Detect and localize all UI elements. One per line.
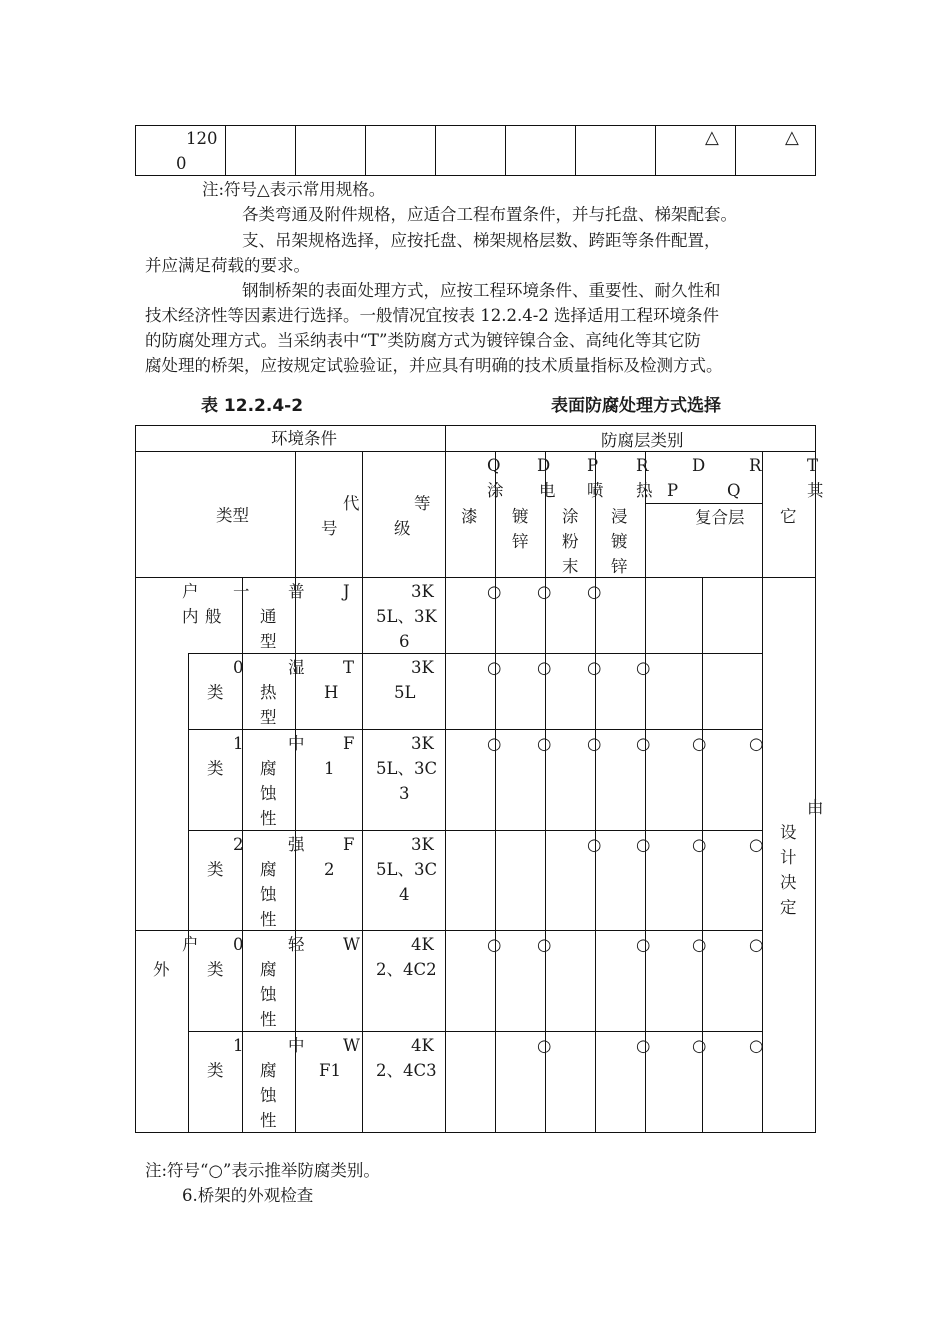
recommend-mark: ○ [636, 734, 651, 753]
row5-class-num: 0 [233, 935, 244, 954]
row5-grade: 4K [411, 935, 434, 954]
recommend-mark: ○ [692, 734, 707, 753]
row3-grade: 5L、3C [376, 759, 438, 778]
row5-sub: 性 [260, 1010, 277, 1029]
col-t-letter: T [807, 456, 819, 475]
row6-grade: 4K [411, 1036, 434, 1055]
row5-location-1: 户 [182, 935, 199, 954]
col-line3: 漆 [461, 507, 478, 526]
col-line2: 电 [539, 481, 556, 500]
row6-sub: 性 [260, 1111, 277, 1130]
col-line4: 镀 [611, 532, 628, 551]
row1-code: J [343, 582, 350, 601]
triangle-symbol: △ [705, 127, 719, 148]
row6-sub: 腐 [260, 1061, 277, 1080]
recommend-mark: ○ [587, 734, 602, 753]
row4-sub: 蚀 [260, 885, 277, 904]
row2-grade: 5L [394, 683, 416, 702]
row6-code: F1 [319, 1061, 341, 1080]
col-line3: 复合层 [695, 508, 745, 527]
row1-sub: 普 [288, 582, 305, 601]
row3-class: 类 [207, 759, 224, 778]
recommend-mark: ○ [749, 835, 764, 854]
row6-class-num: 1 [233, 1036, 244, 1055]
row4-sub: 强 [288, 835, 305, 854]
header-code-2: 号 [321, 519, 338, 538]
paragraph-surface-line4: 腐处理的桥架，应按规定试验验证，并应具有明确的技术质量指标及检测方式。 [145, 356, 723, 375]
note-triangle: 注:符号△表示常用规格。 [202, 180, 386, 199]
paragraph-surface-line2: 技术经济性等因素进行选择。一般情况宜按表 12.2.4-2 选择适用工程环境条件 [145, 306, 720, 325]
paragraph-surface-line1: 钢制桥架的表面处理方式，应按工程环境条件、重要性、耐久性和 [242, 281, 721, 300]
col-line5: 锌 [611, 557, 628, 576]
row4-grade: 3K [411, 835, 434, 854]
note-circle: 注:符号“○”表示推举防腐类别。 [145, 1161, 380, 1180]
recommend-mark: ○ [537, 658, 552, 677]
header-environment: 环境条件 [271, 429, 337, 448]
recommend-mark: ○ [537, 1036, 552, 1055]
col-line4: 粉 [562, 532, 579, 551]
col-line3: 涂 [562, 507, 579, 526]
row4-sub: 腐 [260, 860, 277, 879]
row4-code: F [343, 835, 355, 854]
row4-code: 2 [324, 860, 335, 879]
row3-code: 1 [324, 759, 335, 778]
table-title: 表面防腐处理方式选择 [551, 396, 721, 416]
recommend-mark: ○ [487, 935, 502, 954]
row2-class: 类 [207, 683, 224, 702]
row5-location-2: 外 [153, 960, 170, 979]
row4-grade: 4 [399, 885, 410, 904]
other-note: 定 [780, 898, 797, 917]
recommend-mark: ○ [692, 1036, 707, 1055]
recommend-mark: ○ [692, 935, 707, 954]
col-line3: 它 [780, 507, 797, 526]
col-dp-letter: D [692, 456, 706, 475]
col-line2: Q [727, 481, 741, 500]
col-line2: 涂 [487, 481, 504, 500]
triangle-symbol: △ [785, 127, 799, 148]
col-line3: 镀 [512, 507, 529, 526]
row4-sub: 性 [260, 910, 277, 929]
col-q-letter: Q [487, 456, 501, 475]
row6-grade: 2、4C3 [376, 1061, 437, 1080]
row6-code: W [343, 1036, 360, 1055]
col-line4: 锌 [512, 532, 529, 551]
recommend-mark: ○ [636, 658, 651, 677]
row3-grade: 3 [399, 784, 410, 803]
row2-sub: 湿 [288, 658, 305, 677]
row2-class-num: 0 [233, 658, 244, 677]
other-note: 决 [780, 873, 797, 892]
other-note: 计 [780, 848, 797, 867]
row5-code: W [343, 935, 360, 954]
row1-class-2: 般 [205, 607, 222, 626]
row1-location-1: 户 [182, 582, 199, 601]
other-note: 由 [807, 798, 824, 817]
row6-class: 类 [207, 1061, 224, 1080]
row2-code: H [324, 683, 339, 702]
recommend-mark: ○ [749, 935, 764, 954]
recommend-mark: ○ [636, 935, 651, 954]
paragraph-fittings: 各类弯通及附件规格，应适合工程布置条件，并与托盘、梯架配套。 [242, 205, 737, 224]
row3-sub: 性 [260, 809, 277, 828]
col-d-letter: D [537, 456, 551, 475]
recommend-mark: ○ [749, 1036, 764, 1055]
row1-grade: 5L、3K [376, 607, 437, 626]
row5-sub: 轻 [288, 935, 305, 954]
col-line2: 喷 [587, 481, 604, 500]
col-p-letter: P [587, 456, 599, 475]
table-number: 表 12.2.4-2 [201, 396, 304, 416]
paragraph-supports-line2: 并应满足荷载的要求。 [145, 256, 310, 275]
size-value-part2: 0 [176, 154, 187, 173]
size-value-part1: 120 [186, 129, 218, 148]
row6-sub: 蚀 [260, 1086, 277, 1105]
recommend-mark: ○ [487, 734, 502, 753]
other-note: 设 [780, 823, 797, 842]
row4-class-num: 2 [233, 835, 244, 854]
header-code-1: 代 [343, 494, 360, 513]
row1-grade: 6 [399, 632, 410, 651]
col-r-letter: R [636, 456, 649, 475]
header-type: 类型 [216, 506, 249, 525]
col-line2: 热 [636, 481, 653, 500]
recommend-mark: ○ [487, 658, 502, 677]
recommend-mark: ○ [749, 734, 764, 753]
paragraph-surface-line3: 的防腐处理方式。当采纳表中“T”类防腐方式为镀锌镍合金、高纯化等其它防 [145, 331, 701, 350]
row1-class-1: 一 [233, 582, 250, 601]
row6-sub: 中 [288, 1036, 305, 1055]
header-grade-1: 等 [414, 494, 431, 513]
row1-sub: 型 [260, 632, 277, 651]
row2-grade: 3K [411, 658, 434, 677]
row4-class: 类 [207, 860, 224, 879]
recommend-mark: ○ [587, 835, 602, 854]
section-heading: 6.桥架的外观检查 [182, 1186, 314, 1205]
row2-sub: 热 [260, 683, 277, 702]
recommend-mark: ○ [636, 1036, 651, 1055]
row1-sub: 通 [260, 607, 277, 626]
row4-grade: 5L、3C [376, 860, 438, 879]
col-line5: 末 [562, 557, 579, 576]
paragraph-supports-line1: 支、吊架规格选择，应按托盘、梯架规格层数、跨距等条件配置， [242, 231, 721, 250]
col-line2: P [667, 481, 679, 500]
row3-sub: 蚀 [260, 784, 277, 803]
row3-code: F [343, 734, 355, 753]
row3-sub: 中 [288, 734, 305, 753]
recommend-mark: ○ [537, 734, 552, 753]
recommend-mark: ○ [487, 582, 502, 601]
row1-location-2: 内 [182, 607, 199, 626]
row3-sub: 腐 [260, 759, 277, 778]
row5-sub: 腐 [260, 960, 277, 979]
row5-grade: 2、4C2 [376, 960, 437, 979]
col-line3: 浸 [611, 507, 628, 526]
recommend-mark: ○ [587, 582, 602, 601]
row5-sub: 蚀 [260, 985, 277, 1004]
recommend-mark: ○ [636, 835, 651, 854]
header-anticorrosion: 防腐层类别 [601, 431, 684, 450]
row1-grade: 3K [411, 582, 434, 601]
row3-class-num: 1 [233, 734, 244, 753]
row5-class: 类 [207, 960, 224, 979]
row3-grade: 3K [411, 734, 434, 753]
col-line2: 其 [807, 481, 824, 500]
header-grade-2: 级 [394, 519, 411, 538]
row2-sub: 型 [260, 708, 277, 727]
recommend-mark: ○ [692, 835, 707, 854]
recommend-mark: ○ [537, 935, 552, 954]
recommend-mark: ○ [587, 658, 602, 677]
col-rq-letter: R [749, 456, 762, 475]
row2-code: T [343, 658, 355, 677]
recommend-mark: ○ [537, 582, 552, 601]
